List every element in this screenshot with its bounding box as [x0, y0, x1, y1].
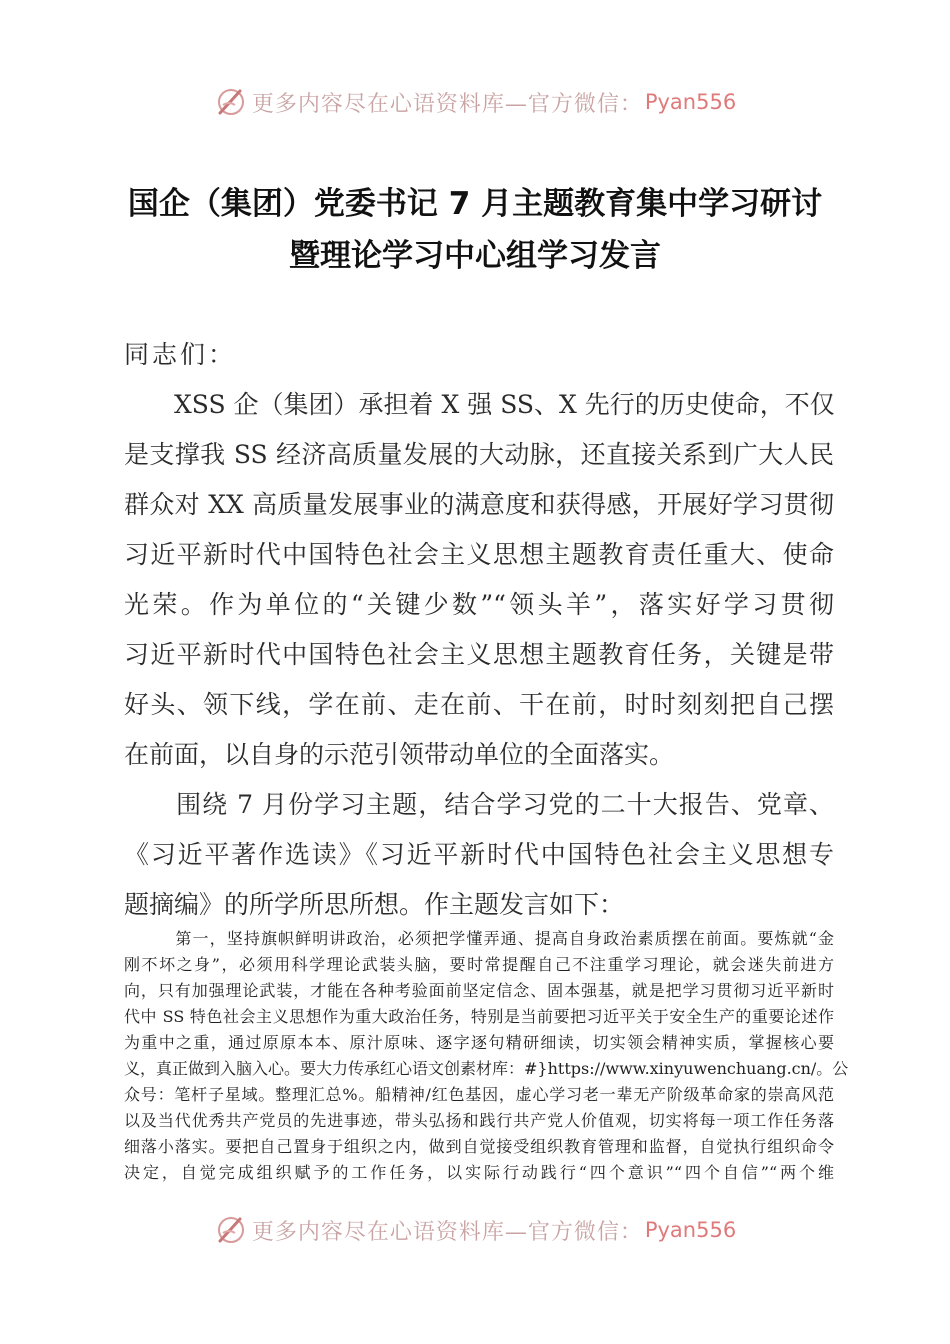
small-line: 代中 SS 特色社会主义思想作为重大政治任务，特别是当前要把习近平关于安全生产的重要论述作: [124, 1007, 834, 1026]
small-line: 众号：笔杆子星域。整理汇总%。船精神/红色基因，虚心学习老一辈无产阶级革命家的崇高风范: [124, 1085, 834, 1104]
paragraph-line: 围绕 7 月份学习主题，结合学习党的二十大报告、党章、: [124, 790, 834, 819]
banner-wechat-id: Pyan556: [644, 1218, 737, 1242]
small-line: 以及当代优秀共产党员的先进事迹，带头弘扬和践行共产党人价值观，切实将每一项工作任务落: [124, 1111, 834, 1130]
banner-text: 更多内容尽在心语资料库—官方微信：: [251, 1219, 643, 1245]
small-line: 细落小落实。要把自己置身于组织之内，做到自觉接受组织教育管理和监督，自觉执行组织命令: [124, 1137, 834, 1156]
paragraph-line: 好头、领下线，学在前、走在前、干在前，时时刻刻把自己摆: [124, 690, 834, 719]
main-body: [124, 380, 834, 930]
banner-wechat-id: Pyan556: [644, 90, 737, 114]
header-watermark-banner: [0, 80, 950, 124]
small-print-section: [124, 926, 849, 1186]
small-line: 向，只有加强理论武装，才能在各种考验面前坚定信念、固本强基，就是把学习贯彻习近平新时: [124, 981, 834, 1000]
pen-logo-icon: [214, 1213, 248, 1247]
small-line: 决定，自觉完成组织赋予的工作任务，以实际行动践行“四个意识”“四个自信”“两个维: [124, 1163, 834, 1182]
title-line: 国企（集团）党委书记 7 月主题教育集中学习研讨: [127, 186, 823, 222]
paragraph-line: 《习近平著作选读》《习近平新时代中国特色社会主义思想专: [124, 840, 834, 869]
paragraph-line: 光荣。作为单位的“关键少数”“领头羊”，落实好学习贯彻: [124, 590, 834, 619]
small-line: 义，真正做到入脑入心。要大力传承红心语文创素材库：#}https://www.xinyuwenchuang.cn/。公: [124, 1059, 849, 1078]
salutation: 同志们：: [124, 340, 237, 369]
paragraph-line: 习近平新时代中国特色社会主义思想主题教育责任重大、使命: [124, 540, 834, 569]
pen-logo-icon: [214, 85, 248, 119]
footer-watermark-banner: [0, 1208, 950, 1252]
small-line: 为重中之重，通过原原本本、原汁原味、逐字逐句精研细读，切实领会精神实质，掌握核心要: [124, 1033, 834, 1052]
small-line: 刚不坏之身”，必须用科学理论武装头脑，要时常提醒自己不注重学习理论，就会迷失前进方: [124, 955, 834, 974]
title-line: 暨理论学习中心组学习发言: [289, 238, 661, 274]
paragraph-line: 群众对 XX 高质量发展事业的满意度和获得感，开展好学习贯彻: [124, 490, 834, 519]
paragraph-line: 在前面，以自身的示范引领带动单位的全面落实。: [124, 740, 675, 769]
paragraph-line: XSS 企（集团）承担着 X 强 SS、X 先行的历史使命，不仅: [124, 390, 835, 419]
banner-text: 更多内容尽在心语资料库—官方微信：: [251, 91, 643, 117]
paragraph-line: 是支撑我 SS 经济高质量发展的大动脉，还直接关系到广大人民: [124, 440, 834, 469]
small-line: 第一，坚持旗帜鲜明讲政治，必须把学懂弄通、提高自身政治素质摆在前面。要炼就“金: [124, 929, 834, 948]
paragraph-line: 题摘编》的所学所思所想。作主题发言如下：: [124, 890, 625, 919]
paragraph-line: 习近平新时代中国特色社会主义思想主题教育任务，关键是带: [124, 640, 834, 669]
document-title: [110, 178, 840, 282]
